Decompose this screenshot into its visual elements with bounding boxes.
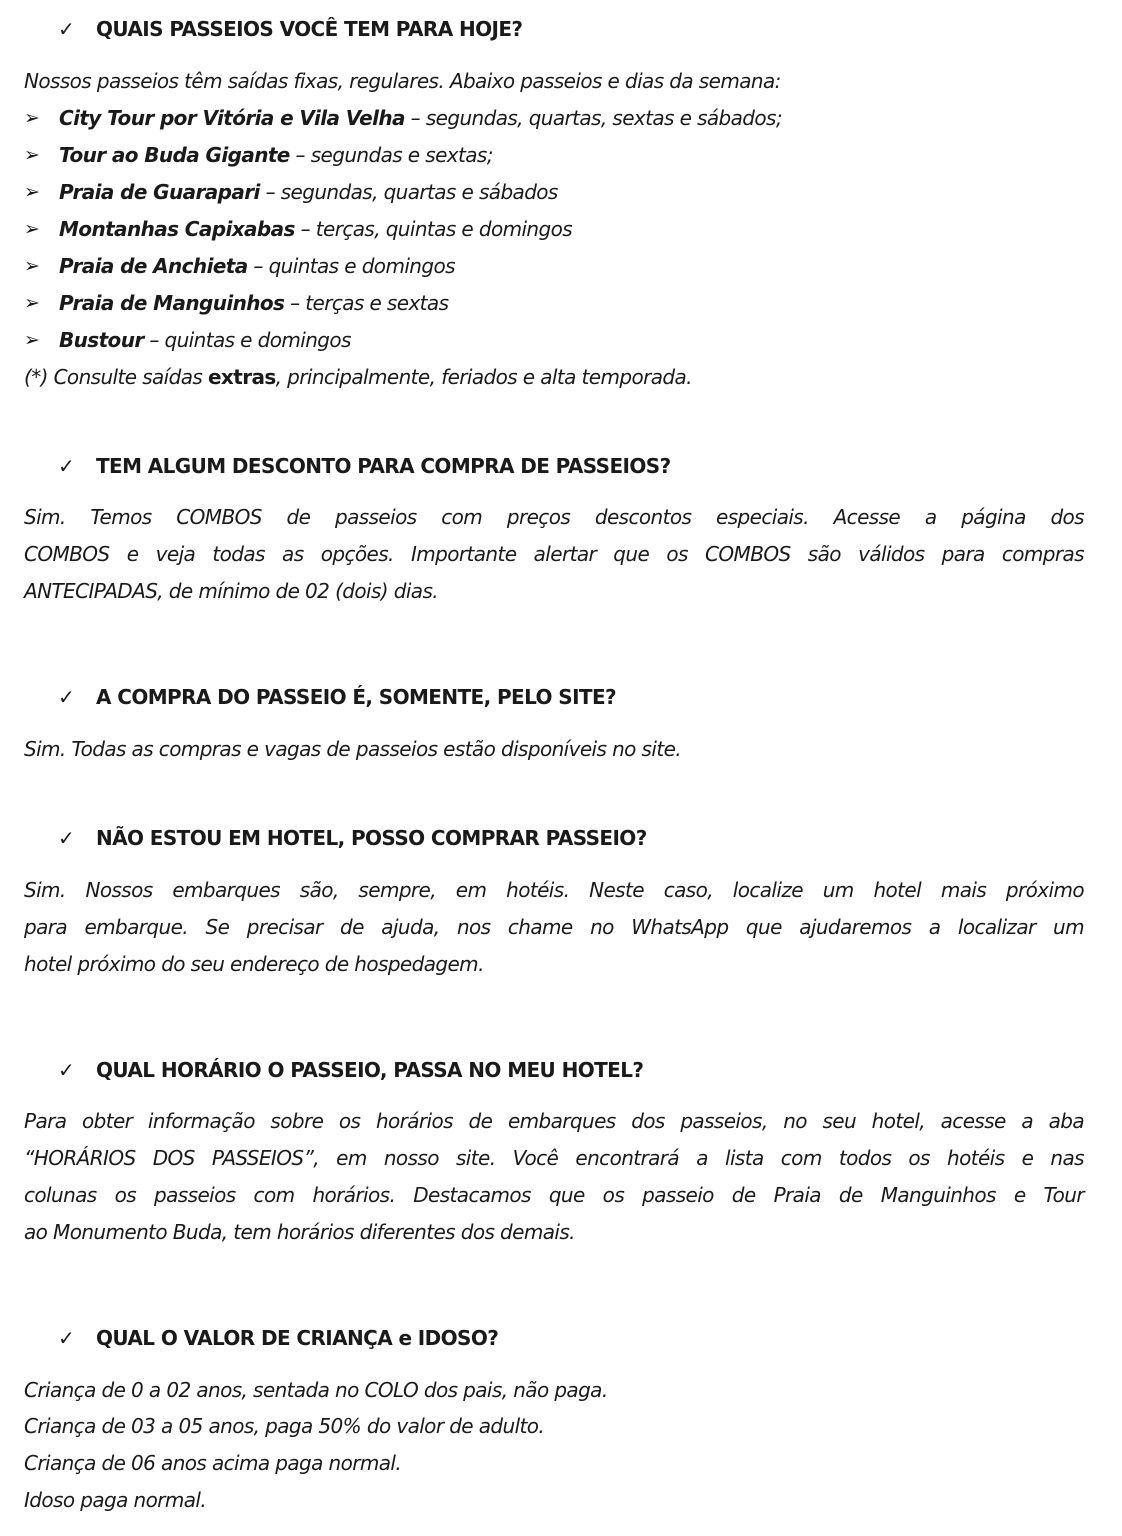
price-line: Criança de 06 anos acima paga normal. [24,1451,402,1475]
answer-line: COMBOS e veja todas as opções. Importante alertar que os COMBOS são válidos para compras [24,542,1084,566]
answer-line: colunas os passeios com horários. Destacamos que os passeio de Praia de Manguinhos e Tour [24,1183,1084,1207]
note-text: , principalmente, feriados e alta temporada. [275,365,692,389]
faq-heading-not-in-hotel [58,825,647,851]
note-bold: extras [207,365,276,389]
tour-name: Montanhas Capixabas [59,217,295,241]
arrow-bullet-icon: ➢ [24,218,40,240]
tour-name: City Tour por Vitória e Vila Velha [59,106,405,130]
tour-days: – terças e sextas [284,291,449,315]
heading-text: QUAL O VALOR DE CRIANÇA e IDOSO? [96,1326,499,1350]
arrow-bullet-icon: ➢ [24,181,40,203]
arrow-bullet-icon: ➢ [24,255,40,277]
tour-name: Praia de Guarapari [59,180,260,204]
tour-name: Bustour [59,328,144,352]
faq-answer-purchase-site: Sim. Todas as compras e vagas de passeios estão disponíveis no site. [24,737,682,761]
price-line: Criança de 03 a 05 anos, paga 50% do valor de adulto. [24,1414,545,1438]
price-line: Criança de 0 a 02 anos, sentada no COLO dos pais, não paga. [24,1378,608,1402]
answer-line: ANTECIPADAS, de mínimo de 02 (dois) dias. [24,579,439,603]
answer-line: hotel próximo do seu endereço de hospedagem. [24,952,484,976]
arrow-bullet-icon: ➢ [24,329,40,351]
tour-name: Tour ao Buda Gigante [59,143,290,167]
answer-line: Para obter informação sobre os horários de embarques dos passeios, no seu hotel, acesse a aba [24,1109,1084,1133]
heading-text: QUAIS PASSEIOS VOCÊ TEM PARA HOJE? [96,17,523,41]
faq-answer-discount [24,499,1084,610]
faq-heading-discount [58,453,671,479]
tours-intro: Nossos passeios têm saídas fixas, regulares. Abaixo passeios e dias da semana: [24,69,781,93]
note-text: (*) Consulte saídas [24,365,208,389]
checkmark-icon: ✓ [58,826,75,850]
tour-days: – segundas e sextas; [289,143,493,167]
faq-heading-tours-today [58,16,522,42]
answer-line: “HORÁRIOS DOS PASSEIOS”, em nosso site. Você encontrará a lista com todos os hotéis e nas [24,1146,1084,1170]
answer-line: para embarque. Se precisar de ajuda, nos chame no WhatsApp que ajudaremos a localizar um [24,915,1084,939]
price-line: Idoso paga normal. [24,1488,207,1512]
tours-note [24,364,692,390]
faq-heading-schedule [58,1057,643,1083]
tour-name: Praia de Manguinhos [59,291,285,315]
checkmark-icon: ✓ [58,1058,75,1082]
checkmark-icon: ✓ [58,685,75,709]
answer-line: Sim. Temos COMBOS de passeios com preços descontos especiais. Acesse a página dos [24,505,1084,529]
answer-line: Sim. Nossos embarques são, sempre, em hotéis. Neste caso, localize um hotel mais próximo [24,878,1084,902]
tour-days: – quintas e domingos [143,328,351,352]
tour-days: – terças, quintas e domingos [294,217,573,241]
tour-days: – segundas, quartas, sextas e sábados; [404,106,782,130]
heading-text: QUAL HORÁRIO O PASSEIO, PASSA NO MEU HOTEL? [96,1058,644,1082]
arrow-bullet-icon: ➢ [24,292,40,314]
faq-heading-purchase-site [58,684,616,710]
tour-days: – segundas, quartas e sábados [259,180,558,204]
arrow-bullet-icon: ➢ [24,144,40,166]
answer-line: ao Monumento Buda, tem horários diferentes dos demais. [24,1220,575,1244]
faq-answer-not-in-hotel [24,872,1084,983]
tour-name: Praia de Anchieta [59,254,248,278]
heading-text: NÃO ESTOU EM HOTEL, POSSO COMPRAR PASSEIO? [96,826,647,850]
checkmark-icon: ✓ [58,17,75,41]
checkmark-icon: ✓ [58,454,75,478]
tour-days: – quintas e domingos [247,254,455,278]
heading-text: TEM ALGUM DESCONTO PARA COMPRA DE PASSEIOS? [96,454,671,478]
arrow-bullet-icon: ➢ [24,107,40,129]
faq-heading-child-elderly [58,1325,498,1351]
heading-text: A COMPRA DO PASSEIO É, SOMENTE, PELO SITE? [96,685,617,709]
checkmark-icon: ✓ [58,1326,75,1350]
faq-answer-schedule [24,1103,1084,1251]
